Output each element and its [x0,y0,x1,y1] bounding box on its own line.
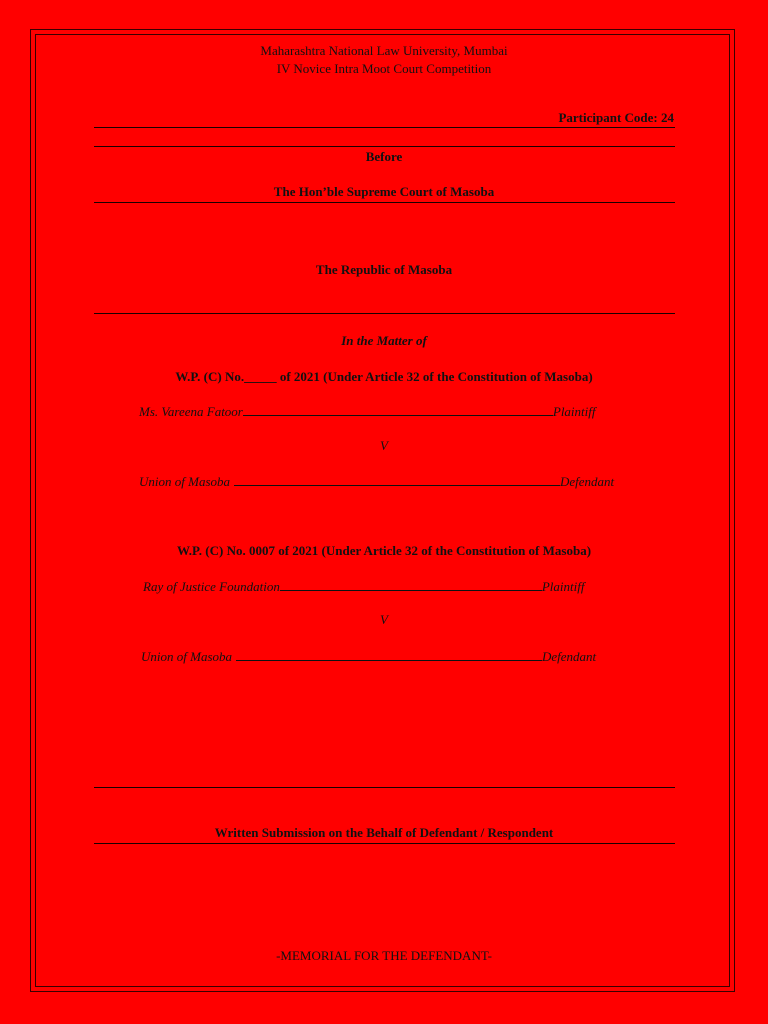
case-2-plaintiff-role: Plaintiff [541,579,585,594]
rule-4 [94,313,675,314]
case-2-number: W.P. (C) No. 0007 of 2021 (Under Article 32 of the Constitution of Masoba) [176,543,592,558]
case-1-party-2-row [139,473,614,490]
rule-1 [94,127,675,128]
rule-5 [94,787,675,788]
court-name: The Hon’ble Supreme Court of Masoba [273,184,495,199]
case-1-defendant-fill-line [234,473,560,486]
participant-code: Participant Code: 24 [558,110,674,125]
petitioner-title: The Republic of Masoba [315,262,453,277]
submission-title: Written Submission on the Behalf of Defendant / Respondent [214,825,554,840]
case-1-number: W.P. (C) No._____ of 2021 (Under Article 32 of the Constitution of Masoba) [175,369,593,384]
case-2-party-1-row [143,578,584,595]
case-2-defendant-role: Defendant [542,649,597,664]
inner-border [35,34,730,987]
case-2-defendant-name: Union of Masoba [141,649,232,664]
case-1-party-1-row [139,403,596,420]
case-2-plaintiff-fill-line [280,578,542,591]
case-2-defendant-fill-line [236,648,542,661]
case-1-plaintiff-role: Plaintiff [552,404,596,419]
before-label: Before [365,149,403,164]
case-1-defendant-role: Defendant [560,474,615,489]
case-1-plaintiff-fill-line [243,403,553,416]
rule-6 [94,843,675,844]
case-2-plaintiff-name: Ray of Justice Foundation [143,579,280,594]
rule-3 [94,202,675,203]
case-2-party-2-row [141,648,596,665]
competition-name: IV Novice Intra Moot Court Competition [276,61,492,76]
case-1-plaintiff-name: Ms. Vareena Fatoor [139,404,243,419]
case-2-versus: V [380,612,388,627]
case-1-versus: V [380,438,388,453]
case-1-defendant-name: Union of Masoba [139,474,230,489]
footer-memorial: -MEMORIAL FOR THE DEFENDANT- [276,948,492,963]
rule-2 [94,146,675,147]
in-the-matter-of: In the Matter of [341,333,427,348]
university-name: Maharashtra National Law University, Mumbai [260,43,508,58]
